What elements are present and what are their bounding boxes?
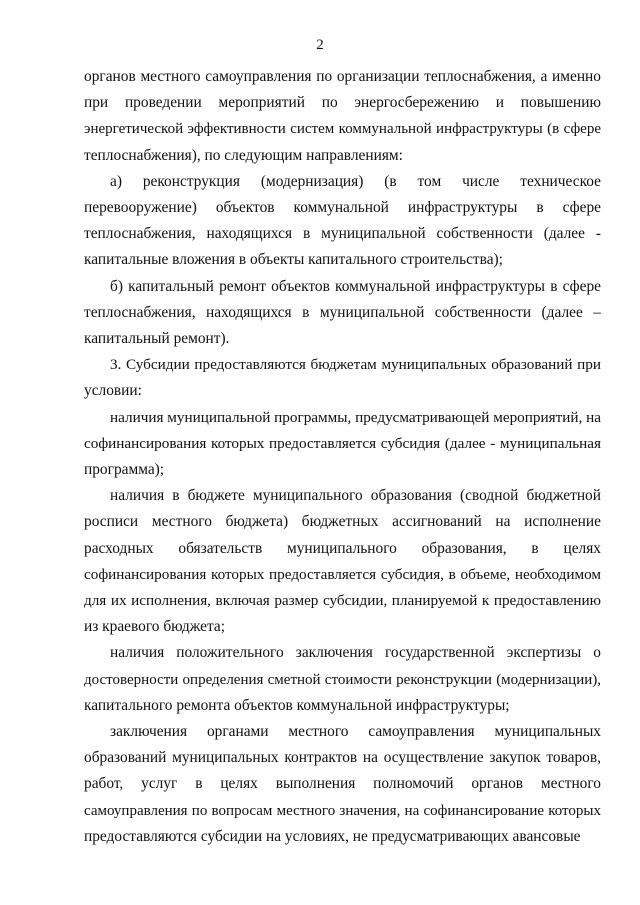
text-line: софинансирования которых предоставляется субсидия (далее - муниципальная	[84, 434, 601, 452]
text-line: органов местного самоуправления по организации теплоснабжения, а именно	[84, 68, 601, 85]
text-line: работ, услуг в целях выполнения полномочий органов местного	[84, 775, 601, 793]
text-line: наличия положительного заключения государственной экспертизы о	[110, 644, 601, 662]
text-line: энергетической эффективности систем коммунальной инфраструктуры (в сфере	[84, 121, 601, 138]
paragraph	[84, 274, 601, 353]
text-line: достоверности определения сметной стоимости реконструкции (модернизации),	[84, 671, 601, 688]
text-line: б) капитальный ремонт объектов коммунальной инфраструктуры в сфере	[110, 277, 601, 295]
paragraph	[84, 352, 601, 404]
paragraph	[84, 719, 601, 850]
text-line: а) реконструкция (модернизация) (в том числе техническое	[110, 172, 601, 190]
paragraph	[84, 483, 601, 640]
text-line: условии:	[84, 382, 142, 400]
paragraph	[84, 640, 601, 719]
text-line: образований муниципальных контрактов на осуществление закупок товаров,	[84, 749, 601, 767]
text-line: капитального ремонта объектов коммунальной инфраструктуры;	[84, 696, 510, 714]
text-line: росписи местного бюджета) бюджетных ассигнований на исполнение	[84, 513, 601, 531]
page-number: 2	[316, 37, 324, 53]
text-line: программа);	[84, 461, 165, 479]
text-line: наличия муниципальной программы, предусматривающей мероприятий, на	[110, 408, 601, 426]
paragraph	[84, 169, 601, 274]
text-line: заключения органами местного самоуправления муниципальных	[110, 723, 601, 741]
text-line: расходных обязательств муниципального образования, в целях	[84, 539, 601, 557]
text-line: 3. Субсидии предоставляются бюджетам муниципальных образований при	[110, 356, 601, 374]
document-body	[84, 64, 601, 850]
text-line: самоуправления по вопросам местного значения, на софинансирование которых	[84, 802, 601, 819]
text-line: теплоснабжения), по следующим направлениям:	[84, 146, 403, 164]
paragraph	[84, 405, 601, 484]
text-line: теплоснабжения, находящихся в муниципальной собственности (далее –	[84, 303, 601, 321]
text-line: софинансирования которых предоставляется субсидия, в объеме, необходимом	[84, 565, 601, 583]
text-line: наличия в бюджете муниципального образования (сводной бюджетной	[110, 487, 601, 505]
paragraph	[84, 64, 601, 169]
text-line: капитальные вложения в объекты капитального строительства);	[84, 251, 503, 269]
text-line: капитальный ремонт).	[84, 330, 230, 348]
text-line: предоставляются субсидии на условиях, не предусматривающих авансовые	[84, 827, 581, 845]
text-line: перевооружение) объектов коммунальной инфраструктуры в сфере	[84, 199, 601, 217]
text-line: из краевого бюджета;	[84, 618, 225, 636]
text-line: теплоснабжения, находящихся в муниципальной собственности (далее -	[84, 225, 601, 243]
text-line: при проведении мероприятий по энергосбережению и повышению	[84, 94, 601, 112]
text-line: для их исполнения, включая размер субсидии, планируемой к предоставлению	[84, 592, 601, 610]
